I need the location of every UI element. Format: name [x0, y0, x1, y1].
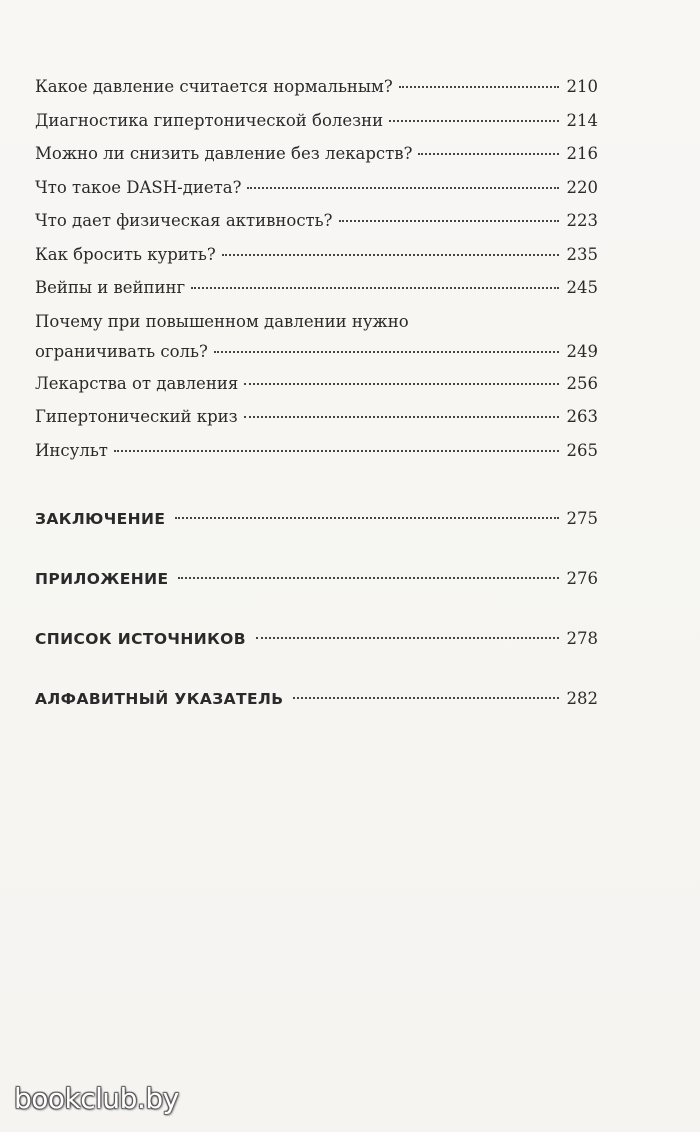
toc-entry: [35, 171, 598, 205]
dot-leader: [339, 220, 559, 222]
toc-entry: [35, 367, 598, 401]
toc-entry-title: Что такое DASH-диета?: [35, 177, 242, 197]
toc-section: [35, 669, 598, 729]
dot-leader: [247, 187, 558, 189]
toc-entry-page: 265: [566, 440, 598, 460]
toc-entry-title: Как бросить курить?: [35, 244, 216, 264]
toc-entry: [35, 271, 598, 305]
toc-entry-title: Можно ли снизить давление без лекарств?: [35, 144, 413, 163]
dot-leader: [293, 697, 558, 699]
toc-entry-title: Диагностика гипертонической болезни: [35, 110, 384, 130]
toc-entry-page: 220: [566, 177, 598, 197]
toc-entry: [35, 104, 598, 138]
toc-section-title: СПИСОК ИСТОЧНИКОВ: [35, 630, 246, 648]
toc-entry-title: Гипертонический криз: [35, 407, 238, 426]
toc-section-title: АЛФАВИТНЫЙ УКАЗАТЕЛЬ: [35, 690, 284, 708]
toc-section-title: ПРИЛОЖЕНИЕ: [35, 570, 169, 588]
toc-entry-page: 216: [566, 144, 598, 163]
toc-entry-title-line2: ограничивать соль?: [35, 341, 208, 361]
toc-entry-title: Вейпы и вейпинг: [35, 278, 186, 297]
toc-entry: [35, 204, 598, 238]
toc-entry-title: Лекарства от давления: [35, 373, 239, 393]
toc-entry: [35, 400, 598, 434]
table-of-contents: [35, 70, 598, 729]
dot-leader: [244, 416, 559, 418]
toc-entry-title-line1: Почему при повышенном давлении нужно: [35, 311, 409, 331]
dot-leader: [244, 383, 558, 385]
toc-section-page: 276: [566, 569, 598, 588]
toc-section-title: ЗАКЛЮЧЕНИЕ: [35, 510, 166, 528]
toc-entry: [35, 307, 598, 367]
toc-entry-page: 249: [566, 341, 598, 361]
toc-entry: [35, 434, 598, 468]
toc-section-page: 282: [566, 689, 598, 708]
dot-leader: [175, 517, 558, 519]
toc-entry-title: Какое давление считается нормальным?: [35, 77, 393, 96]
dot-leader: [214, 351, 559, 353]
dot-leader: [222, 254, 559, 256]
dot-leader: [418, 153, 558, 155]
watermark: bookclub.by: [14, 1082, 179, 1115]
toc-section: [35, 549, 598, 609]
dot-leader: [256, 637, 559, 639]
toc-entry: [35, 137, 598, 171]
toc-section: [35, 489, 598, 549]
dot-leader: [399, 86, 559, 88]
toc-entry-title: Инсульт: [35, 440, 108, 460]
toc-section-page: 278: [566, 629, 598, 648]
toc-entry-page: 245: [566, 278, 598, 297]
toc-entry-page: 263: [566, 407, 598, 426]
toc-section: [35, 609, 598, 669]
dot-leader: [114, 450, 559, 452]
toc-section-page: 275: [566, 509, 598, 528]
toc-entry-page: 256: [566, 373, 598, 393]
toc-entry-page: 235: [566, 244, 598, 264]
toc-entry-page: 214: [566, 110, 598, 130]
dot-leader: [191, 287, 558, 289]
toc-entry-page: 223: [566, 211, 598, 230]
toc-entry-page: 210: [566, 77, 598, 96]
toc-entry-title: Что дает физическая активность?: [35, 211, 333, 230]
toc-entry: [35, 238, 598, 272]
toc-entry: [35, 70, 598, 104]
dot-leader: [178, 577, 558, 579]
dot-leader: [389, 120, 558, 122]
